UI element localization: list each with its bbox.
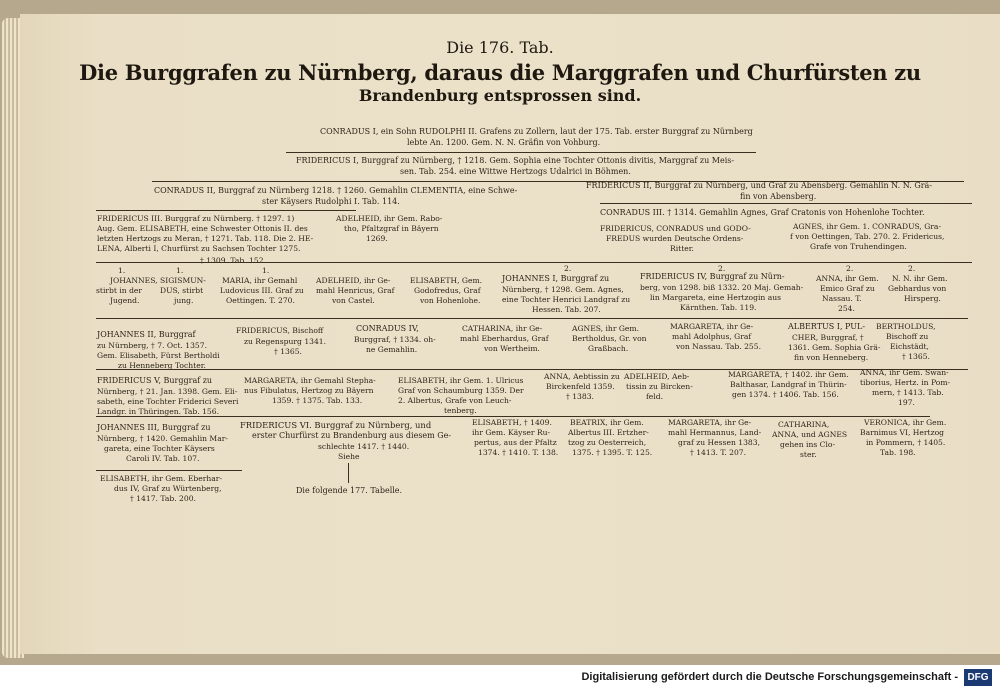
entry-albertus-i-line3: 1361. Gem. Sophia Grä-	[788, 343, 881, 352]
entry-fridericus-ii-line2: fin von Abensberg.	[740, 192, 817, 201]
entry-agnes-line2: f von Oettingen, Tab. 270. 2. Fridericus,	[790, 232, 945, 241]
entry-fridericus-conradus: FRIDERICUS, CONRADUS und GODO-	[600, 224, 751, 233]
entry-maria: MARIA, ihr Gemahl	[222, 276, 298, 285]
entry-agnes-grassbach: AGNES, ihr Gem.	[572, 324, 640, 333]
entry-fridericus-v-line2: Nürnberg, † 21. Jan. 1398. Gem. Eli-	[97, 387, 238, 396]
entry-margareta-bayern: MARGARETA, ihr Gemahl Stepha-	[244, 376, 376, 385]
entry-sigismundus-line2: DUS, stirbt	[160, 286, 204, 295]
entry-fridericus-v: FRIDERICUS V, Burggraf zu	[97, 376, 213, 385]
connector-line	[348, 463, 349, 483]
entry-fridericus-bishop: FRIDERICUS, Bischoff	[236, 326, 324, 335]
entry-conradus-ii: CONRADUS II, Burggraf zu Nürnberg 1218. † 1260. Gemahlin CLEMENTIA, eine Schwe-	[154, 186, 518, 195]
entry-margareta-thueringen: MARGARETA, † 1402. ihr Gem.	[728, 370, 849, 379]
entry-johannes-i: JOHANNES I, Burggraf zu	[502, 274, 610, 283]
entry-conradus-iii: CONRADUS III. † 1314. Gemahlin Agnes, Graf Cratonis von Hohenlohe Tochter.	[600, 208, 925, 217]
entry-conradus-iv-line2: Burggraf, † 1334. oh-	[354, 335, 436, 344]
entry-anna-nassau: ANNA, ihr Gem.	[816, 274, 879, 283]
entry-conradus-ii-line2: ster Käysers Rudolphi I. Tab. 114.	[262, 197, 400, 206]
entry-veronica-line2: Barnimus VI, Hertzog	[860, 428, 945, 437]
entry-anna-nassau-line3: Nassau. T.	[822, 294, 862, 303]
entry-nn-hirsperg: N. N. ihr Gem.	[892, 274, 948, 283]
entry-elisabeth-wuertenberg-line3: † 1417. Tab. 200.	[130, 494, 196, 503]
entry-margareta-hessen-line2: mahl Hermannus, Land-	[668, 428, 762, 437]
footer-credit: Digitalisierung gefördert durch die Deutsche Forschungsgemeinschaft -	[581, 671, 958, 683]
continued-reference: Die folgende 177. Tabelle.	[296, 486, 403, 495]
entry-johannes-young: JOHANNES,	[110, 276, 158, 285]
entry-fridericus-iv-line4: Kärnthen. Tab. 119.	[680, 303, 757, 312]
entry-johannes-young-line3: Jugend.	[110, 296, 140, 305]
entry-albertus-i-line4: fin von Henneberg.	[794, 353, 869, 362]
entry-fridericus-iv-line3: lin Margareta, eine Hertzogin aus	[650, 293, 782, 302]
entry-anna-pommern: ANNA, ihr Gem. Swan-	[860, 368, 949, 377]
entry-fridericus-vi-line4: Siehe	[338, 452, 360, 461]
entry-fridericus-bishop-line3: † 1365.	[274, 347, 302, 356]
entry-johannes-ii-line4: zu Henneberg Tochter.	[118, 361, 206, 370]
entry-anna-nassau-line2: Emico Graf zu	[820, 284, 875, 293]
entry-agnes-grassbach-line2: Bertholdus, Gr. von	[572, 334, 647, 343]
entry-adelheid-line2: tho, Pfaltzgraf in Bäyern	[344, 224, 439, 233]
entry-elisabeth-pfaltz-line4: 1374. † 1410. T. 138.	[478, 448, 559, 457]
entry-adelheid-birckenfeld-line3: feld.	[646, 392, 664, 401]
entry-johannes-iii-line3: gareta, eine Tochter Käysers	[104, 444, 215, 453]
entry-fridericus-iii-line4: LENA, Alberti I, Churfürst zu Sachsen Tochter 1275.	[97, 244, 301, 253]
entry-elisabeth-wuertenberg: ELISABETH, ihr Gem. Eberhar-	[100, 474, 223, 483]
entry-fridericus-conradus-line2: FREDUS wurden Deutsche Ordens-	[606, 234, 744, 243]
connector-line	[600, 203, 972, 204]
entry-catharina-line2: mahl Eberhardus, Graf	[460, 334, 549, 343]
entry-conradus-i-line2: lebte An. 1200. Gem. N. N. Gräfin von Vohburg.	[407, 138, 601, 147]
entry-nn-hirsperg-line3: Hirsperg.	[904, 294, 941, 303]
connector-line	[96, 262, 972, 263]
entry-margareta-nassau: MARGARETA, ihr Ge-	[670, 322, 754, 331]
entry-agnes-line3: Grafe von Truhendingen.	[810, 242, 907, 251]
entry-bertholdus-line3: Eichstädt,	[890, 342, 929, 351]
entry-bertholdus-line2: Bischoff zu	[886, 332, 929, 341]
entry-margareta-bayern-line2: nus Fibulatus, Hertzog zu Bäyern	[244, 386, 374, 395]
entry-fridericus-iii-line3: letzten Hertzogs zu Meran, † 1271. Tab. 118. Die 2. HE-	[97, 234, 314, 243]
entry-elisabeth-wuertenberg-line2: dus IV, Graf zu Würtenberg,	[114, 484, 222, 493]
entry-albertus-i: ALBERTUS I, PUL-	[788, 322, 866, 331]
entry-fridericus-iii-line2: Aug. Gem. ELISABETH, eine Schwester Ottonis II. des	[97, 224, 308, 233]
entry-elisabeth-pfaltz-line2: ihr Gem. Käyser Ru-	[472, 428, 551, 437]
entry-conradus-iv: CONRADUS IV,	[356, 324, 419, 333]
entry-anna-birckenfeld-line3: † 1383.	[566, 392, 594, 401]
entry-nn-hirsperg-line2: Gebhardus von	[888, 284, 947, 293]
entry-margareta-bayern-line3: 1359. † 1375. Tab. 133.	[272, 396, 363, 405]
entry-margareta-nassau-line2: mahl Adolphus, Graf	[672, 332, 752, 341]
entry-fridericus-i-line2: sen. Tab. 254. eine Wittwe Hertzogs Udalrici in Böhmen.	[400, 167, 631, 176]
page-title-line2: Brandenburg entsprossen sind.	[358, 86, 642, 105]
entry-sigismundus-number: 1.	[176, 266, 184, 275]
entry-elisabeth-schaumburg-line3: 2. Albertus, Grafe von Leuch-	[398, 396, 512, 405]
entry-anna-pommern-line3: mern, † 1413. Tab.	[872, 388, 944, 397]
entry-elisabeth-schaumburg: ELISABETH, ihr Gem. 1. Ulricus	[398, 376, 524, 385]
entry-elisabeth-schaumburg-line2: Graf von Schaumburg 1359. Der	[398, 386, 524, 395]
entry-adelheid-birckenfeld: ADELHEID, Aeb-	[624, 372, 690, 381]
entry-johannes-iii-line4: Caroli IV. Tab. 107.	[126, 454, 200, 463]
entry-adelheid-castel-line3: von Castel.	[332, 296, 375, 305]
entry-anna-pommern-line4: 197.	[898, 398, 915, 407]
entry-anna-pommern-line2: tiborius, Hertz. in Pom-	[860, 378, 951, 387]
entry-margareta-thueringen-line3: gen 1374. † 1406. Tab. 156.	[732, 390, 839, 399]
entry-anna-nassau-number: 2.	[846, 264, 854, 273]
entry-catharina-line3: von Wertheim.	[484, 344, 540, 353]
entry-johannes-ii: JOHANNES II, Burggraf	[97, 330, 196, 339]
entry-conradus-iv-line3: ne Gemahlin.	[366, 345, 418, 354]
entry-catharina-anna-agnes-line2: ANNA, und AGNES	[772, 430, 848, 439]
entry-sigismundus: SIGISMUN-	[160, 276, 206, 285]
connector-line	[96, 210, 356, 211]
entry-catharina-anna-agnes-line3: gehen ins Clo-	[780, 440, 836, 449]
entry-beatrix: BEATRIX, ihr Gem.	[570, 418, 644, 427]
entry-elisabeth-hohenlohe: ELISABETH, Gem.	[410, 276, 483, 285]
entry-johannes-ii-line2: zu Nürnberg, † 7. Oct. 1357.	[97, 341, 208, 350]
entry-fridericus-iv-line2: berg, von 1298. biß 1332. 20 Maj. Gemah-	[640, 283, 804, 292]
entry-anna-birckenfeld-line2: Birckenfeld 1359.	[546, 382, 615, 391]
entry-anna-nassau-line4: 254.	[838, 304, 855, 313]
entry-bertholdus-line4: † 1365.	[902, 352, 930, 361]
entry-maria-line3: Oettingen. T. 270.	[226, 296, 295, 305]
connector-line	[96, 416, 930, 417]
entry-elisabeth-pfaltz-line3: pertus, aus der Pfaltz	[474, 438, 557, 447]
entry-fridericus-ii: FRIDERICUS II, Burggraf zu Nürnberg, und Graf zu Abensberg. Gemahlin N. N. Grä-	[586, 181, 933, 190]
entry-fridericus-vi-line3: schlechte 1417. † 1440.	[318, 442, 410, 451]
entry-fridericus-bishop-line2: zu Regenspurg 1341.	[244, 337, 327, 346]
entry-albertus-i-line2: CHER, Burggraf, †	[792, 333, 864, 342]
entry-adelheid-castel: ADELHEID, ihr Ge-	[316, 276, 391, 285]
entry-fridericus-vi-line2: erster Churfürst zu Brandenburg aus diesem Ge-	[252, 431, 452, 440]
entry-catharina: CATHARINA, ihr Ge-	[462, 324, 543, 333]
entry-adelheid-castel-line2: mahl Henricus, Graf	[316, 286, 395, 295]
entry-margareta-thueringen-line2: Balthasar, Landgraf in Thürin-	[730, 380, 847, 389]
entry-margareta-hessen-line3: graf zu Hessen 1383,	[678, 438, 760, 447]
entry-fridericus-iv: FRIDERICUS IV, Burggraf zu Nürn-	[640, 272, 785, 281]
entry-johannes-young-line2: stirbt in der	[96, 286, 143, 295]
entry-veronica-line3: in Pommern, † 1405.	[866, 438, 946, 447]
entry-elisabeth-pfaltz: ELISABETH, † 1409.	[472, 418, 552, 427]
entry-catharina-anna-agnes: CATHARINA,	[778, 420, 830, 429]
entry-adelheid-line3: 1269.	[366, 234, 388, 243]
entry-sigismundus-line3: jung.	[174, 296, 194, 305]
entry-margareta-hessen: MARGARETA, ihr Ge-	[668, 418, 752, 427]
entry-fridericus-i: FRIDERICUS I, Burggraf zu Nürnberg, † 1218. Gem. Sophia eine Tochter Ottonis divitis, Marggraf zu Meis-	[296, 156, 735, 165]
entry-catharina-anna-agnes-line4: ster.	[800, 450, 817, 459]
entry-johannes-young-number: 1.	[118, 266, 126, 275]
connector-line	[96, 318, 968, 319]
entry-johannes-ii-line3: Gem. Elisabeth, Fürst Bertholdi	[97, 351, 220, 360]
page-title: Die Burggrafen zu Nürnberg, daraus die Marggrafen und Churfürsten zu	[79, 60, 921, 85]
entry-johannes-i-number: 2.	[564, 264, 572, 273]
entry-nn-hirsperg-number: 2.	[908, 264, 916, 273]
entry-adelheid: ADELHEID, ihr Gem. Rabo-	[336, 214, 443, 223]
entry-margareta-hessen-line4: † 1413. T. 207.	[690, 448, 747, 457]
entry-fridericus-v-line4: Landgr. in Thüringen. Tab. 156.	[97, 407, 220, 416]
entry-beatrix-line2: Albertus III. Ertzher-	[568, 428, 649, 437]
entry-veronica: VERONICA, ihr Gem.	[864, 418, 947, 427]
entry-elisabeth-schaumburg-line4: tenberg.	[444, 406, 477, 415]
entry-johannes-iii: JOHANNES III, Burggraf zu	[97, 423, 211, 432]
entry-veronica-line4: Tab. 198.	[880, 448, 916, 457]
entry-johannes-i-line4: Hessen. Tab. 207.	[532, 305, 601, 314]
entry-fridericus-iii-line5: † 1309. Tab. 152.	[200, 256, 266, 265]
entry-fridericus-iii: FRIDERICUS III. Burggraf zu Nürnberg. † 1297. 1)	[97, 214, 295, 223]
entry-beatrix-line3: tzog zu Oesterreich,	[568, 438, 647, 447]
connector-line	[96, 470, 242, 471]
entry-conradus-i: CONRADUS I, ein Sohn RUDOLPHI II. Grafens zu Zollern, laut der 175. Tab. erster Burggraf zu Nürnberg	[320, 127, 753, 136]
entry-agnes: AGNES, ihr Gem. 1. CONRADUS, Gra-	[793, 222, 942, 231]
entry-maria-line2: Ludovicus III. Graf zu	[220, 286, 304, 295]
entry-fridericus-vi: FRIDERICUS VI. Burggraf zu Nürnberg, und	[240, 420, 432, 430]
entry-johannes-i-line2: Nürnberg, † 1298. Gem. Agnes,	[502, 285, 624, 294]
dfg-logo: DFG	[964, 669, 992, 686]
entry-adelheid-birckenfeld-line2: tissin zu Bircken-	[626, 382, 693, 391]
connector-line	[286, 152, 756, 153]
entry-agnes-grassbach-line3: Graßbach.	[588, 344, 629, 353]
entry-elisabeth-hohenlohe-line3: von Hohenlohe.	[420, 296, 481, 305]
entry-johannes-iii-line2: Nürnberg, † 1420. Gemahlin Mar-	[97, 434, 228, 443]
entry-johannes-i-line3: eine Tochter Henrici Landgraf zu	[502, 295, 631, 304]
entry-anna-birckenfeld: ANNA, Aebtissin zu	[544, 372, 620, 381]
entry-bertholdus: BERTHOLDUS,	[876, 322, 936, 331]
tab-number: Die 176. Tab.	[446, 38, 554, 57]
entry-fridericus-iv-number: 2.	[718, 264, 726, 273]
entry-elisabeth-hohenlohe-line2: Godofredus, Graf	[414, 286, 481, 295]
entry-fridericus-conradus-line3: Ritter.	[670, 244, 694, 253]
entry-beatrix-line4: 1375. † 1395. T. 125.	[572, 448, 653, 457]
entry-margareta-nassau-line3: von Nassau. Tab. 255.	[676, 342, 761, 351]
entry-fridericus-v-line3: sabeth, eine Tochter Friderici Severi	[97, 397, 239, 406]
entry-maria-number: 1.	[262, 266, 270, 275]
